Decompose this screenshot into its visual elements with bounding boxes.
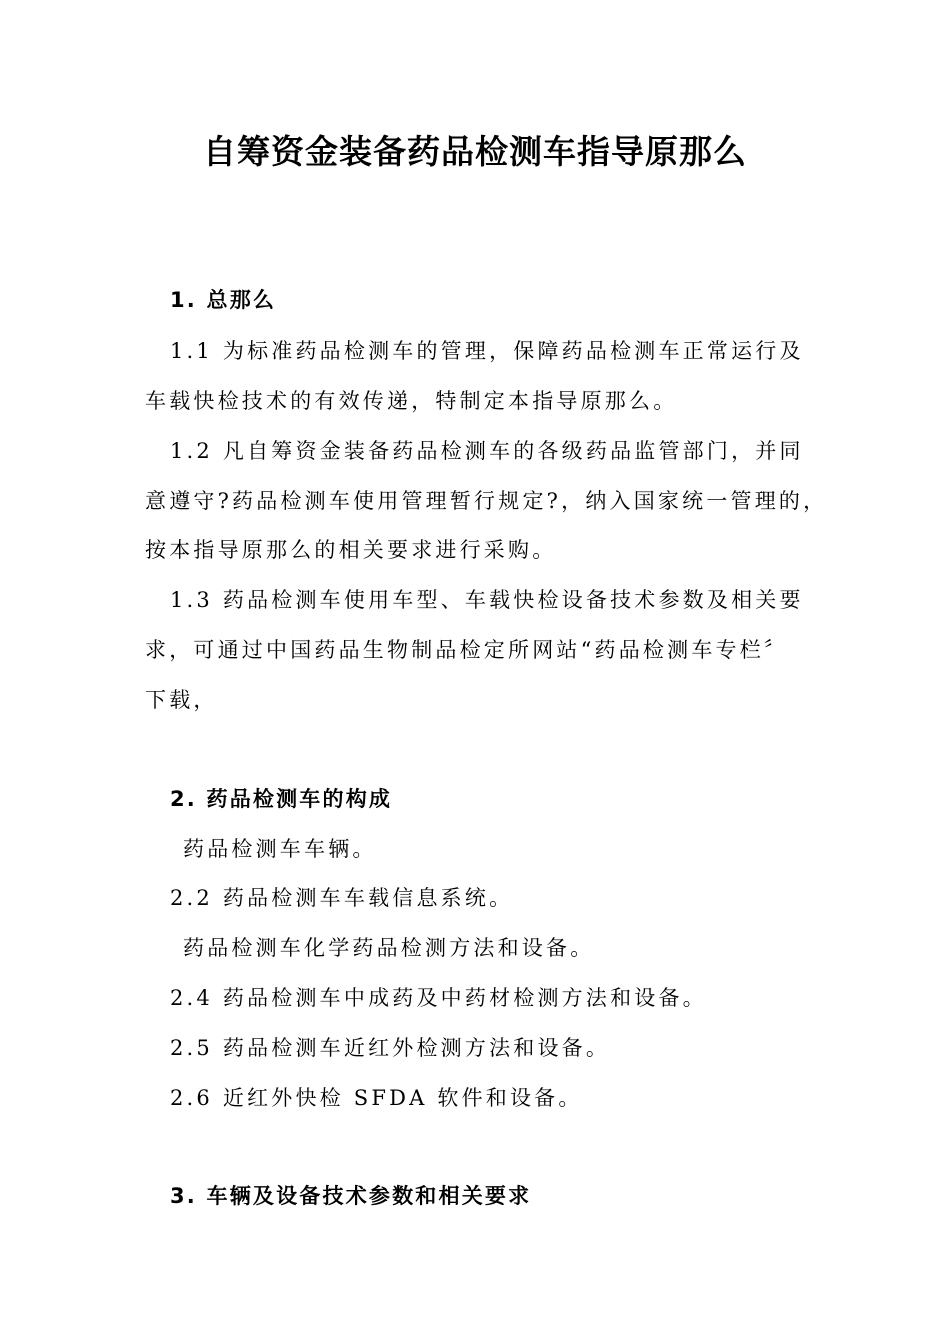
paragraph-line: 车载快检技术的有效传递，特制定本指导原那么。 — [145, 389, 678, 413]
document-title: 自筹资金装备药品检测车指导原那么 — [203, 132, 747, 171]
list-item: 药品检测车化学药品检测方法和设备。 — [183, 936, 595, 960]
section-2-heading: 2. 药品检测车的构成 — [170, 787, 393, 811]
section-1-heading: 1. 总那么 — [170, 288, 277, 312]
list-item: 2.5 药品检测车近红外检测方法和设备。 — [170, 1036, 611, 1060]
paragraph-line: 1.2 凡自筹资金装备药品检测车的各级药品监管部门，并同 — [170, 439, 804, 463]
paragraph-line: 1.3 药品检测车使用车型、车载快检设备技术参数及相关要 — [170, 588, 804, 612]
paragraph-line: 1.1 为标准药品检测车的管理，保障药品检测车正常运行及 — [170, 339, 804, 363]
section-3-heading: 3. 车辆及设备技术参数和相关要求 — [170, 1184, 532, 1208]
list-item: 2.6 近红外快检 SFDA 软件和设备。 — [170, 1086, 583, 1110]
list-item: 药品检测车车辆。 — [183, 837, 377, 861]
paragraph-line: 下载， — [145, 688, 218, 712]
list-item: 2.2 药品检测车车载信息系统。 — [170, 886, 514, 910]
list-item: 2.4 药品检测车中成药及中药材检测方法和设备。 — [170, 986, 707, 1010]
paragraph-line: 按本指导原那么的相关要求进行采购。 — [145, 538, 557, 562]
paragraph-line: 意遵守?药品检测车使用管理暂行规定?，纳入国家统一管理的， — [145, 489, 828, 513]
paragraph-line: 求，可通过中国药品生物制品检定所网站“药品检测车专栏〞 — [145, 638, 789, 662]
